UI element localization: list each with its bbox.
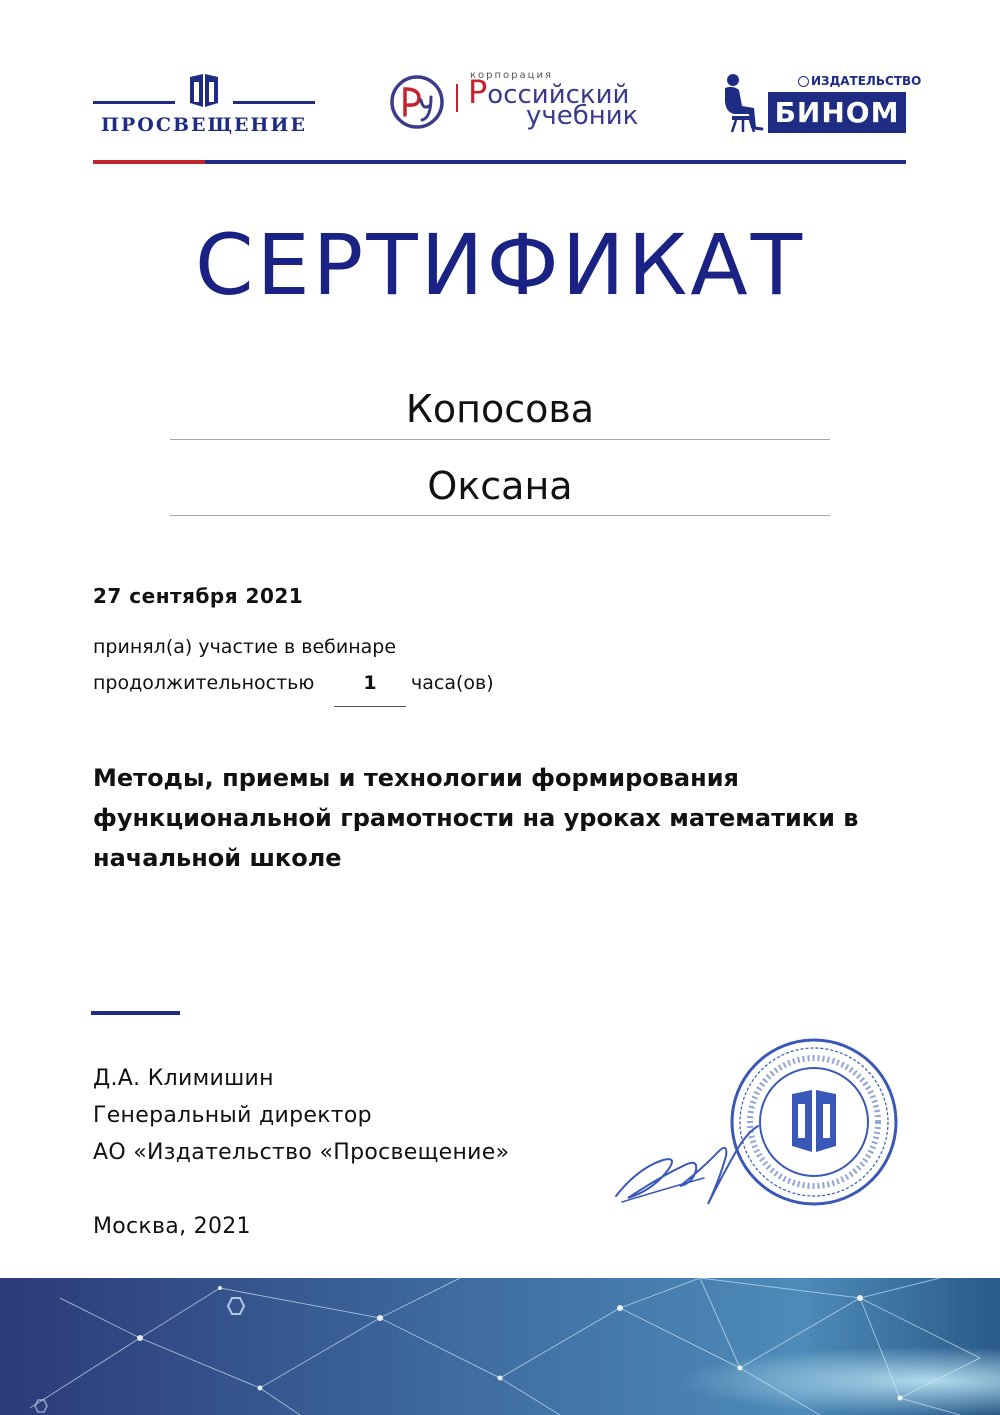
signature-section-rule — [91, 1011, 180, 1015]
city-year: Москва, 2021 — [93, 1214, 251, 1239]
binom-top-text: ИЗДАТЕЛЬСТВО — [811, 74, 922, 88]
ru-line1-rest: оссийский — [487, 80, 630, 110]
certificate-title: СЕРТИФИКАТ — [194, 216, 806, 314]
russian-textbook-logo — [388, 70, 650, 134]
logo-bar-left — [93, 101, 175, 104]
ru-small-text: корпорация — [470, 70, 553, 81]
prosveshchenie-mark-icon — [189, 73, 219, 109]
participation-text: принял(а) участие в вебинаре — [93, 636, 397, 658]
signatory-organization: АО «Издательство «Просвещение» — [93, 1140, 510, 1165]
seated-man-icon — [720, 72, 764, 134]
official-stamp-icon — [728, 1036, 900, 1208]
binom-logo — [720, 72, 922, 136]
header-divider-red — [93, 160, 205, 164]
webinar-title: Методы, приемы и технологии формирования функциональной грамотности на уроках математики в начальной школе — [93, 764, 859, 872]
signatory-name: Д.А. Климишин — [93, 1066, 274, 1091]
duration-label: продолжительностью — [93, 672, 315, 694]
signatory-position: Генеральный директор — [93, 1103, 372, 1128]
prosveshchenie-logo — [93, 70, 315, 140]
surname-underline — [170, 439, 830, 440]
duration-underline — [334, 706, 406, 707]
first-name-underline — [170, 515, 830, 516]
ru-line1-first: Р — [468, 73, 488, 111]
ru-circle-icon — [388, 73, 446, 131]
header-divider-blue — [205, 160, 906, 164]
webinar-date: 27 сентября 2021 — [93, 584, 304, 608]
ru-line2: учебник — [526, 101, 639, 131]
surname: Копосова — [405, 387, 595, 431]
prosveshchenie-logo-text: ПРОСВЕЩЕНИЕ — [101, 114, 307, 136]
binom-publisher-label — [798, 74, 921, 88]
logo-bar-right — [233, 101, 315, 104]
duration-hours: 1 — [363, 672, 377, 694]
first-name: Оксана — [427, 464, 573, 508]
binom-name: БИНОМ — [768, 92, 906, 133]
duration-unit: часа(ов) — [411, 672, 494, 694]
ru-separator — [456, 84, 458, 112]
globe-icon — [798, 76, 809, 87]
footer-network-graphic — [0, 1278, 1000, 1415]
